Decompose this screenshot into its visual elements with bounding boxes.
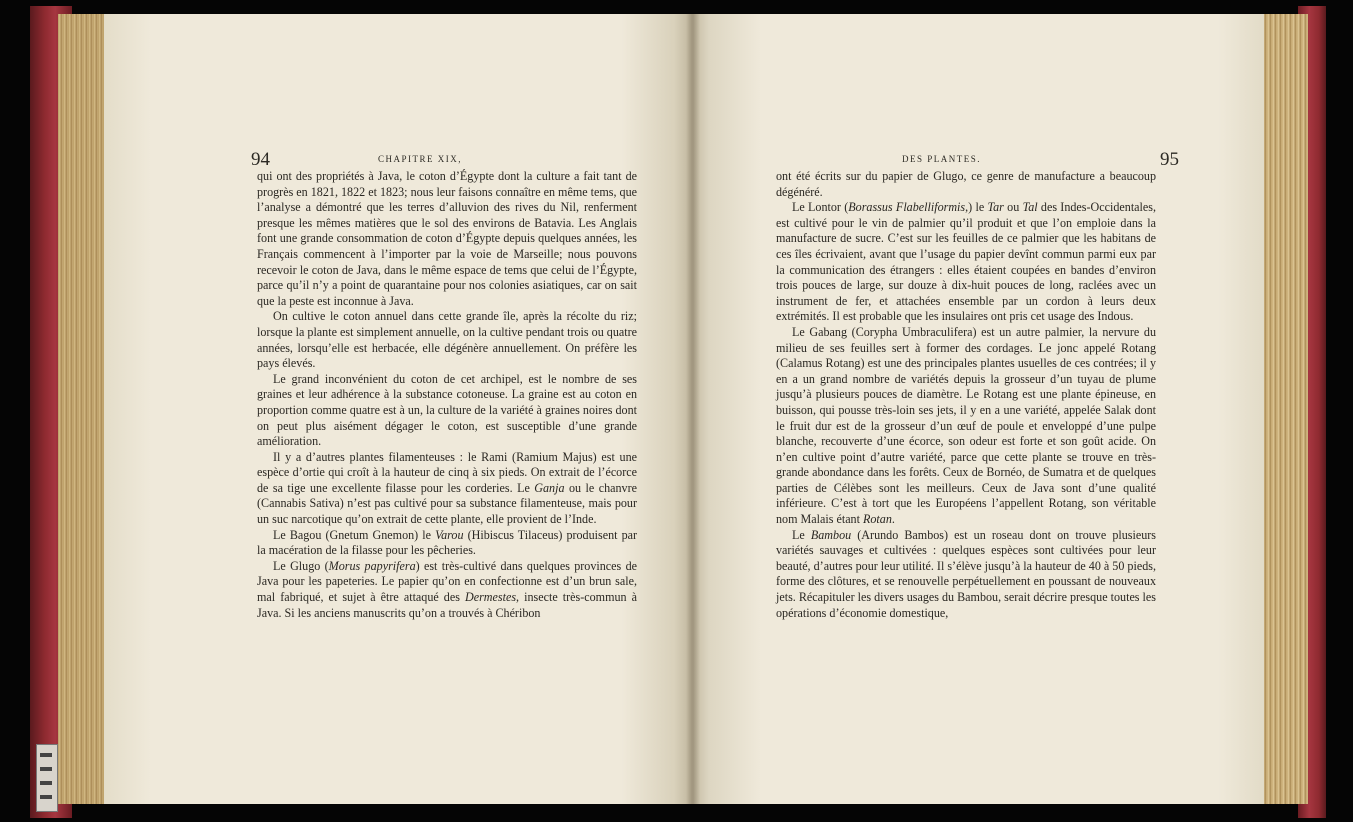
paragraph — [257, 372, 637, 450]
text-run: des Indes-Occidentales, est cultivé pour le vin de palmier qu’il produit et que l’on emploie dans la manufacture de sucre. C’est sur les feuilles de ce palmier que les habitans de ces îles écrivaient, avant que l’usage du papier devînt commun parmi eux par la communication des étrangers : elles étaient coupées en bandes d’environ trois pouces de large, sur douze à dix-huit pouces de long, raclées avec un instrument de fer, et attachées ensemble par un cordon à leurs deux extrémités. Il est probable que les insulaires ont pris cet usage des Indous. — [776, 200, 1157, 324]
paragraph — [257, 169, 637, 309]
text-run: ,) le — [965, 200, 988, 215]
left-page-block-edge — [58, 14, 106, 804]
text-run: Le Bagou (Gnetum Gnemon) le — [273, 527, 436, 542]
italic-text: Borassus Flabelliformis — [848, 200, 966, 215]
text-run: (Arundo Bambos) est un roseau dont on trouve plusieurs variétés sauvages et cultivées : quelques espèces sont cultivées pour leur beauté, d’autres pour leur utilité. Il s’élève jusqu’à la hauteur de 40 à 50 pieds, forme des clôtures, et se renouvelle perpétuellement en poussant de nouveaux jets. Récapituler les divers usages du Bambou, serait décrire presque toutes les opérations d’économie domestique, — [776, 527, 1156, 620]
right-page — [692, 14, 1264, 804]
paragraph — [776, 528, 1156, 622]
italic-text: Tar — [987, 200, 1004, 215]
text-run: qui ont des propriétés à Java, le coton d’Égypte dont la culture a fait tant de progrès en 1821, 1822 et 1823; nous leur faisons connaître en même tems, que l’analyse a démontré que les terres d’alluvion des rives du Nil, renferment presque les mêmes matières que le sol des environs de Batavia. Les Anglais font une grande consommation de coton d’Égypte depuis quelques années, les Français commencent à l’importer par la voie de Marseille; nous pouvons recevoir le coton de Java, dans le même espace de tems que celui de l’Égypte, parce qu’il n’y a point de quarantaine pour nos colonies asiatiques, car on sait que la peste est inconnue à Java. — [257, 169, 637, 308]
library-stamp — [36, 744, 58, 812]
left-page — [104, 14, 692, 804]
paragraph — [257, 309, 637, 371]
text-run: Il y a d’autres plantes filamenteuses : le Rami (Ramium Majus) est une espèce d’ortie qui croît à la hauteur de cinq à six pieds. On extrait de l’écorce de sa tige une excellente filasse pour les corderies. Le — [257, 449, 637, 495]
paragraph — [776, 325, 1156, 528]
paragraph — [776, 169, 1156, 200]
italic-text: Ganja — [534, 480, 565, 495]
italic-text: Varou — [435, 527, 464, 542]
italic-text: Tal — [1022, 200, 1038, 215]
paragraph — [776, 200, 1156, 325]
right-page-header — [788, 151, 1179, 169]
text-run: ou — [1003, 200, 1023, 215]
text-run: Le — [792, 527, 811, 542]
italic-text: Rotan — [863, 512, 892, 527]
text-run: Le grand inconvénient du coton de cet archipel, est le nombre de ses graines et leur adhérence à la substance cotoneuse. La graine est au coton en proportion comme quatre est à un, la culture de la variété à graines noires dont on peut plus aisément dégager le coton, est susceptible d’une grande amélioration. — [257, 371, 637, 449]
text-run: (Hibiscus Tilaceus) produisent par la macération de la filasse pour les pêcheries. — [257, 527, 638, 558]
text-run: Le Lontor ( — [792, 200, 849, 215]
page-number: 94 — [251, 149, 270, 170]
left-page-text — [257, 169, 637, 621]
text-run: Le Glugo ( — [273, 558, 329, 573]
text-run: Le Gabang (Corypha Umbraculifera) est un autre palmier, la nervure du milieu de ses feuilles sert à former des cordages. Le jonc appelé Rotang (Calamus Rotang) est une des principales plantes usuelles de ces contrées; il y en a un grand nombre de variétés depuis la grosseur d’un tuyau de plume jusqu’à plusieurs pouces de diamètre. Le Rotang est une plante épineuse, en buisson, qui pousse très-loin ses jets, il y en a une variété, appelée Salak dont le fruit dur est de la grosseur d’un œuf de poule et enveloppé d’une pulpe blanche, recouverte d’une écorce, son odeur est forte et son goût acide. On n’en cultive point d’autre variété, parce que cette plante se trouve en très-grande abondance dans les forêts. Ceux de Bornéo, de Sumatra et de quelques parties de Célèbes sont les meilleurs. Ceux de Java sont d’une qualité inférieure. C’est à tort que les Européens l’appellent Rotang, son véritable nom Malais étant — [776, 324, 1156, 527]
page-number: 95 — [1160, 149, 1179, 170]
running-head: DES PLANTES. — [902, 154, 982, 164]
text-run: On cultive le coton annuel dans cette grande île, après la récolte du riz; lorsque la plante est simplement annuelle, on la cultive pendant trois ou quatre années, lorsqu’elle est herbacée, elle dégénère annuellement. On préfère les pays élevés. — [257, 309, 637, 371]
book-gutter — [686, 14, 700, 804]
italic-text: Bambou — [810, 527, 852, 542]
paragraph — [257, 450, 637, 528]
text-run: , insecte très-commun à Java. Si les anciens manuscrits qu’on a trouvés à Chéribon — [257, 590, 637, 620]
italic-text: Morus papyrifera — [328, 558, 416, 573]
text-run: ) est très-cultivé dans quelques provinces de Java pour les papeteries. Le papier qu’on en confectionne est d’un brun sale, mal fabriqué, et sujet à être attaqué des — [257, 558, 637, 605]
paragraph — [257, 559, 637, 621]
italic-text: Dermestes — [464, 590, 517, 605]
paragraph — [257, 528, 637, 559]
running-head: CHAPITRE XIX, — [378, 154, 462, 164]
text-run: ou le chanvre (Cannabis Sativa) n’est pas cultivé pour sa substance filamenteuse, mais pour un suc narcotique qu’on extrait de cette plante, elle provient de l’Inde. — [257, 480, 637, 527]
text-run: . — [891, 512, 895, 527]
text-run: ont été écrits sur du papier de Glugo, ce genre de manufacture a beaucoup dégénéré. — [776, 169, 1156, 199]
right-page-text — [776, 169, 1156, 621]
left-page-header — [251, 151, 637, 169]
right-page-block-edge — [1262, 14, 1308, 804]
